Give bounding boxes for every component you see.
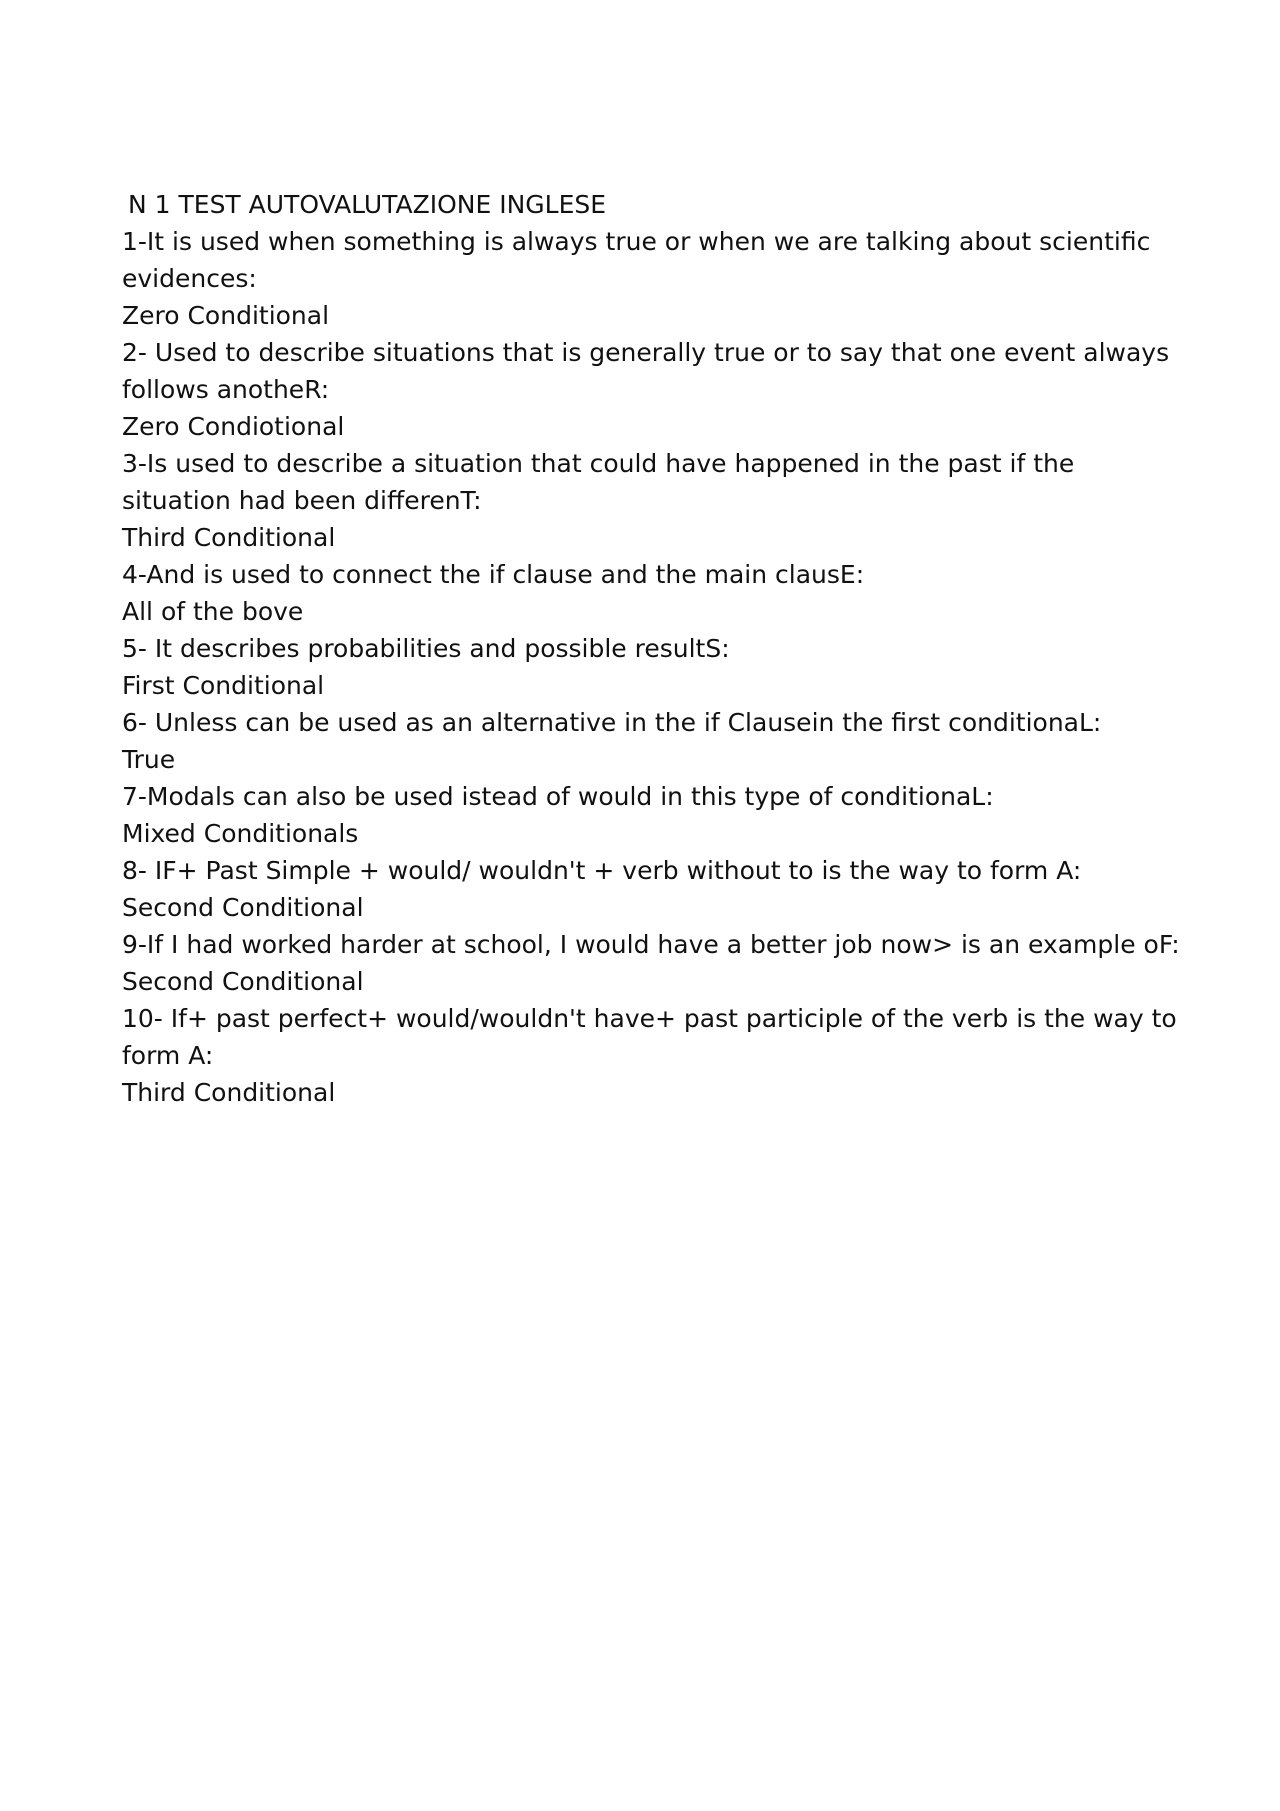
answer-5: First Conditional (122, 671, 325, 700)
question-4: 4-And is used to connect the if clause and the main clausE: (122, 560, 865, 589)
question-6: 6- Unless can be used as an alternative in the if Clausein the first conditionaL: (122, 708, 1102, 737)
answer-10: Third Conditional (122, 1078, 336, 1107)
question-9: 9-If I had worked harder at school, I would have a better job now> is an example oF: (122, 930, 1180, 959)
answer-1: Zero Conditional (122, 301, 330, 330)
qa-item-1 (122, 223, 1182, 334)
qa-item-9 (122, 926, 1182, 1000)
qa-item-3 (122, 445, 1182, 556)
answer-6: True (122, 745, 176, 774)
answer-7: Mixed Conditionals (122, 819, 359, 848)
qa-item-10 (122, 1000, 1182, 1111)
answer-3: Third Conditional (122, 523, 336, 552)
question-8: 8- IF+ Past Simple + would/ wouldn't + verb without to is the way to form A: (122, 856, 1082, 885)
question-3: 3-Is used to describe a situation that could have happened in the past if the situation had been differenT: (122, 449, 1075, 515)
question-2: 2- Used to describe situations that is generally true or to say that one event always follows anotheR: (122, 338, 1170, 404)
document-content (122, 186, 1182, 1111)
answer-4: All of the bove (122, 597, 304, 626)
question-10: 10- If+ past perfect+ would/wouldn't have+ past participle of the verb is the way to form A: (122, 1004, 1177, 1070)
qa-item-8 (122, 852, 1182, 926)
qa-item-4 (122, 556, 1182, 630)
qa-item-2 (122, 334, 1182, 445)
qa-item-5 (122, 630, 1182, 704)
answer-9: Second Conditional (122, 967, 364, 996)
answer-8: Second Conditional (122, 893, 364, 922)
document-title: N 1 TEST AUTOVALUTAZIONE INGLESE (128, 190, 607, 219)
qa-item-6 (122, 704, 1182, 778)
question-5: 5- It describes probabilities and possible resultS: (122, 634, 730, 663)
answer-2: Zero Condiotional (122, 412, 345, 441)
qa-item-7 (122, 778, 1182, 852)
question-1: 1-It is used when something is always true or when we are talking about scientific evidences: (122, 227, 1151, 293)
question-7: 7-Modals can also be used istead of would in this type of conditionaL: (122, 782, 994, 811)
